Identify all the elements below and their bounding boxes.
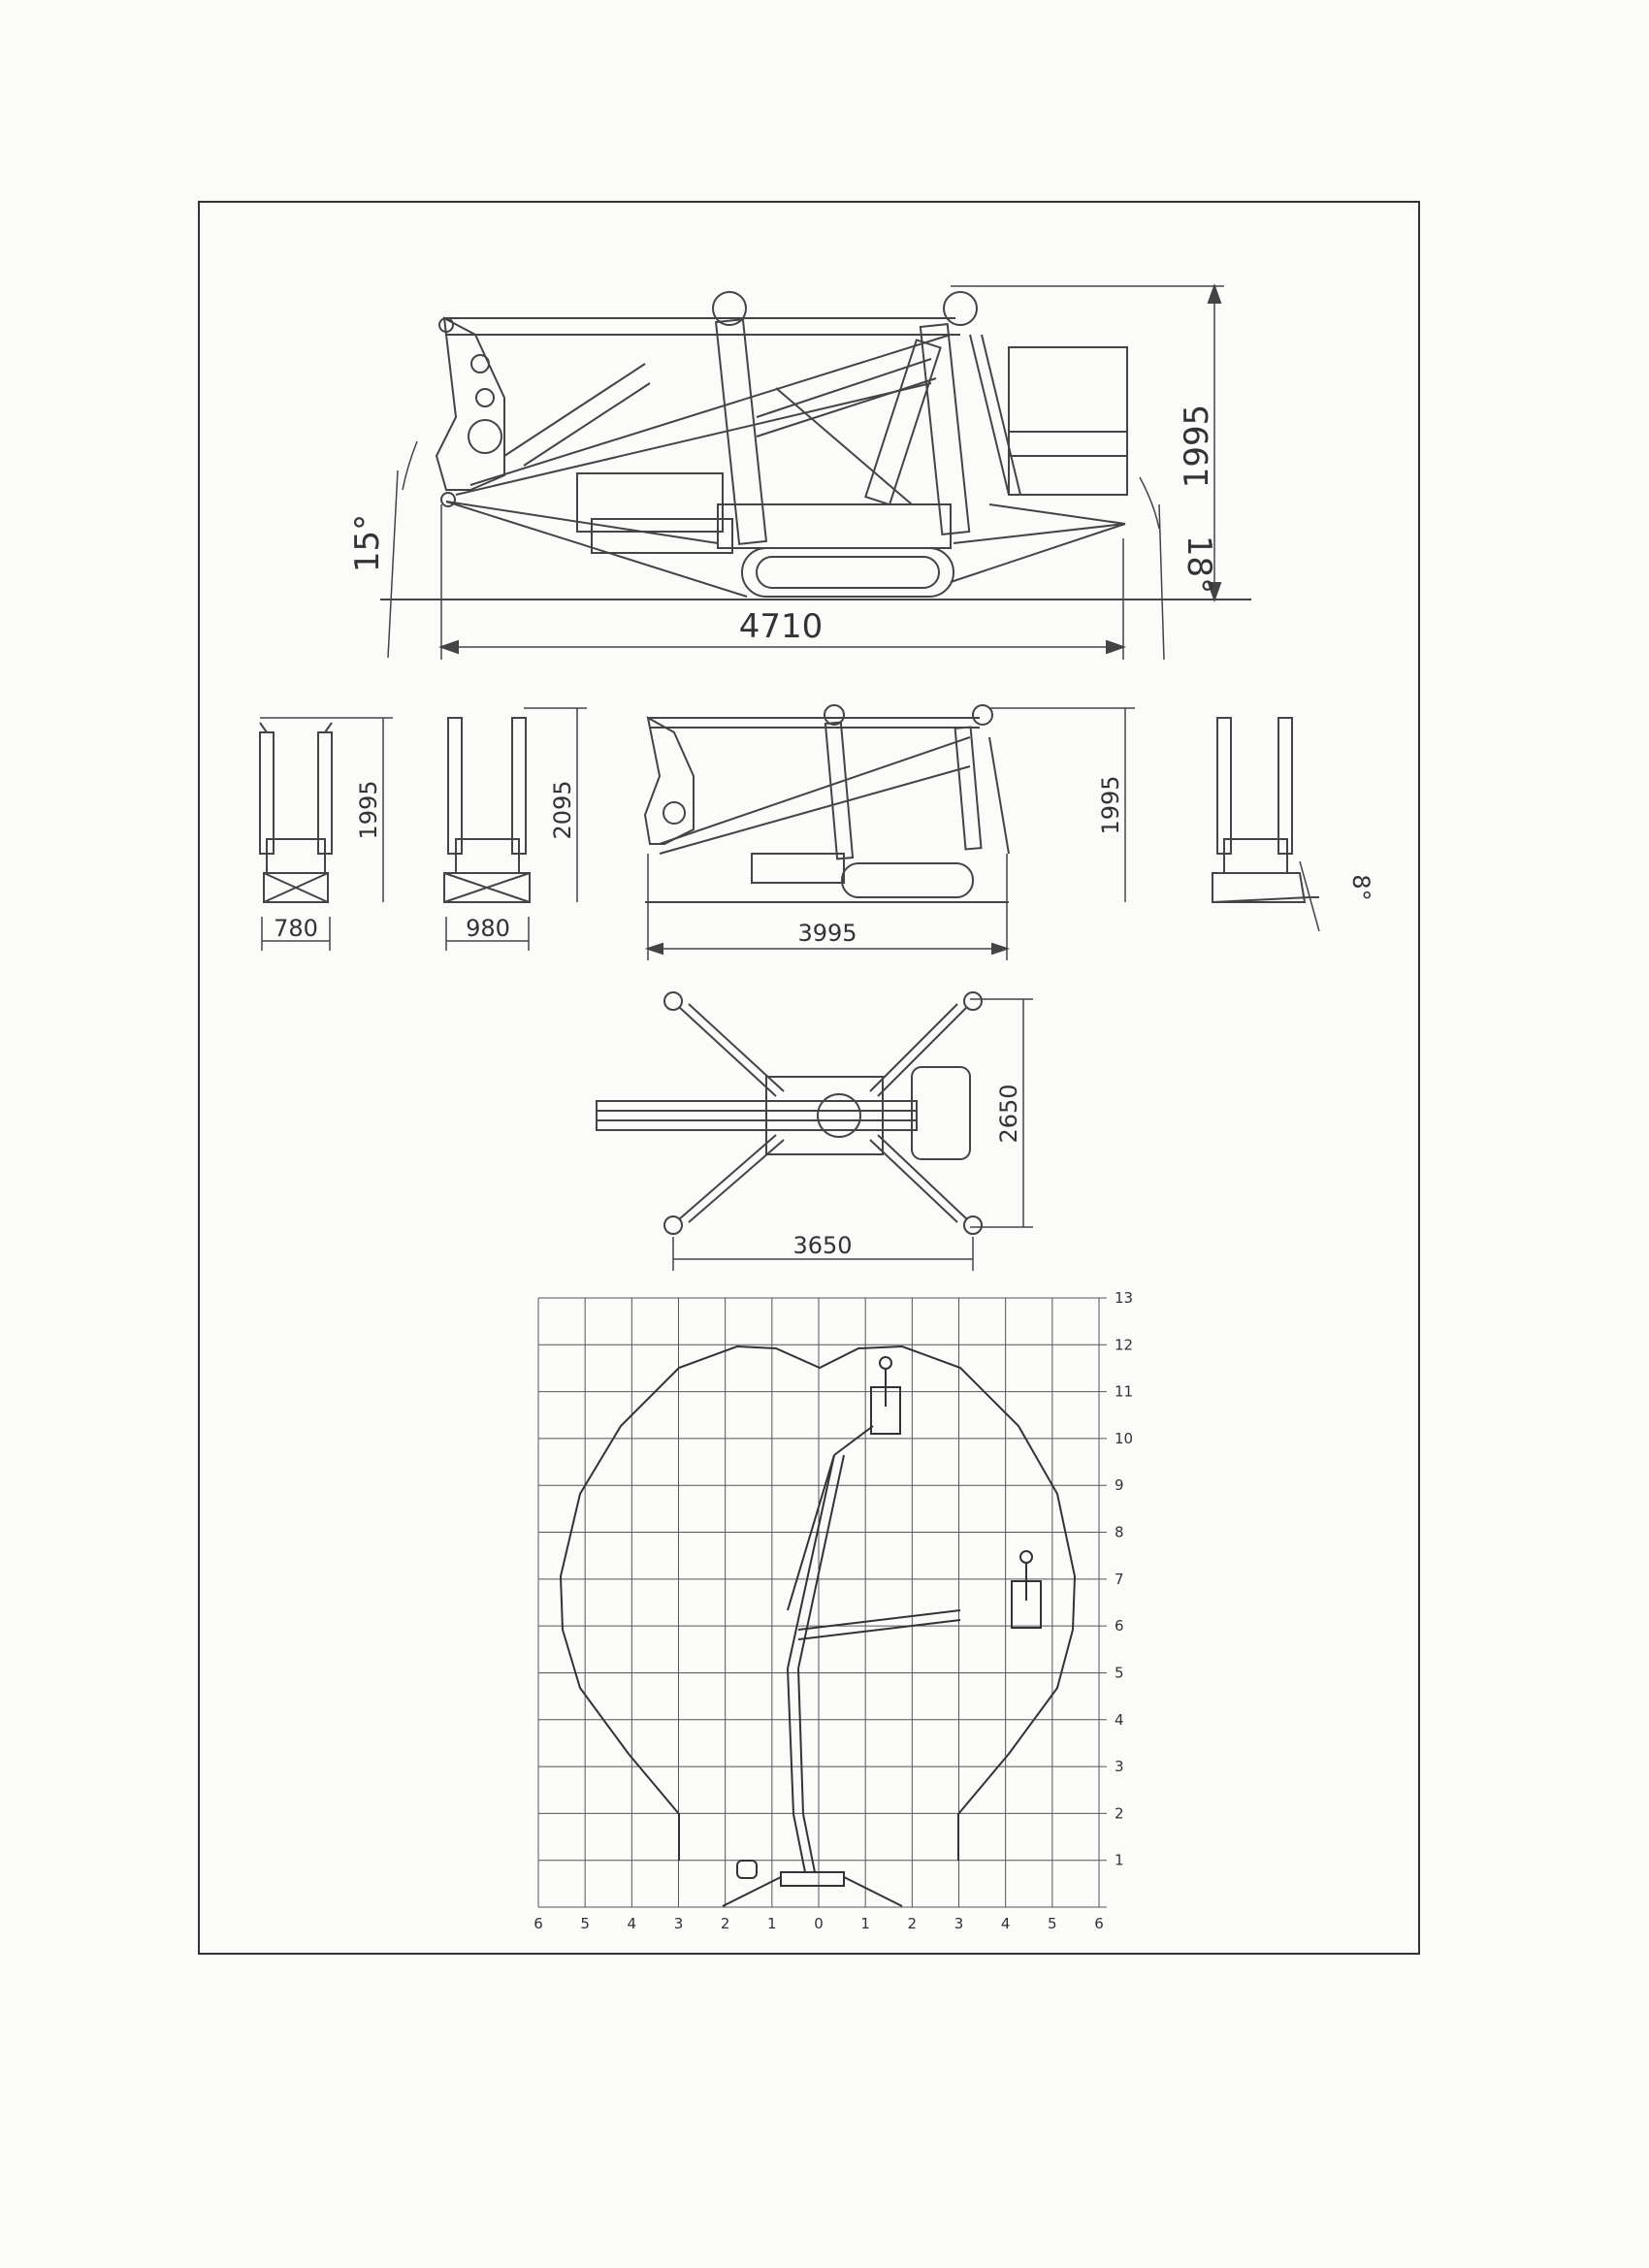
side-view-compact — [645, 705, 1135, 960]
crawler-base — [781, 1872, 844, 1886]
x-tick-label: 3 — [954, 1915, 964, 1932]
y-tick-label: 1 — [1115, 1851, 1124, 1869]
y-tick-label: 11 — [1115, 1382, 1134, 1401]
operator-reach — [1020, 1551, 1032, 1563]
y-tick-label: 4 — [1115, 1710, 1124, 1729]
x-tick-label: 6 — [1094, 1915, 1104, 1932]
operator-high — [880, 1357, 891, 1369]
y-tick-label: 6 — [1115, 1617, 1124, 1636]
x-tick-label: 2 — [907, 1915, 918, 1932]
dim-outrigger-length-3650: 3650 — [792, 1232, 853, 1259]
work-basket — [1009, 347, 1127, 495]
dim-height-1995-narrow: 1995 — [355, 780, 382, 840]
y-tick-label: 8 — [1115, 1523, 1124, 1541]
angle-slope-8: 8° — [1347, 874, 1374, 901]
x-tick-label: 1 — [860, 1915, 870, 1932]
side-view — [380, 286, 1251, 660]
basket-top — [912, 1067, 970, 1159]
y-tick-label: 10 — [1115, 1429, 1134, 1447]
dim-height-2095: 2095 — [549, 780, 576, 840]
x-tick-label: 4 — [1000, 1915, 1011, 1932]
x-tick-label: 0 — [814, 1915, 824, 1932]
y-tick-label: 13 — [1115, 1289, 1134, 1307]
envelope-outline — [561, 1346, 1075, 1861]
y-tick-label: 2 — [1115, 1804, 1124, 1823]
dim-height-1995-compact: 1995 — [1097, 775, 1124, 835]
y-tick-label: 3 — [1115, 1758, 1124, 1776]
dim-width-980: 980 — [466, 915, 510, 942]
range-machine — [723, 1357, 1041, 1906]
y-tick-label: 5 — [1115, 1664, 1124, 1682]
dim-length-4710: 4710 — [738, 607, 824, 646]
y-tick-label: 7 — [1115, 1570, 1124, 1588]
knuckle-plate — [436, 318, 504, 490]
x-tick-label: 5 — [1048, 1915, 1057, 1932]
y-tick-label: 9 — [1115, 1476, 1124, 1495]
x-tick-label: 3 — [673, 1915, 684, 1932]
chassis — [718, 504, 951, 548]
x-tick-label: 6 — [534, 1915, 543, 1932]
x-tick-label: 2 — [720, 1915, 730, 1932]
x-tick-label: 1 — [767, 1915, 777, 1932]
dim-length-3995: 3995 — [797, 920, 857, 947]
crawler-track — [742, 548, 954, 597]
working-envelope — [561, 1346, 1075, 1861]
angle-left-15: 15° — [348, 513, 387, 573]
top-view — [597, 992, 1033, 1271]
working-range-grid — [534, 1289, 1133, 1932]
rear-view-slope — [1212, 718, 1319, 931]
angle-right-18: 18° — [1180, 535, 1218, 595]
x-tick-label: 4 — [627, 1915, 637, 1932]
chassis-top — [766, 1077, 883, 1154]
dim-width-780: 780 — [274, 915, 318, 942]
x-tick-label: 5 — [580, 1915, 590, 1932]
y-tick-label: 12 — [1115, 1336, 1134, 1354]
dim-outrigger-width-2650: 2650 — [995, 1084, 1022, 1144]
dim-height-1995: 1995 — [1178, 404, 1216, 489]
